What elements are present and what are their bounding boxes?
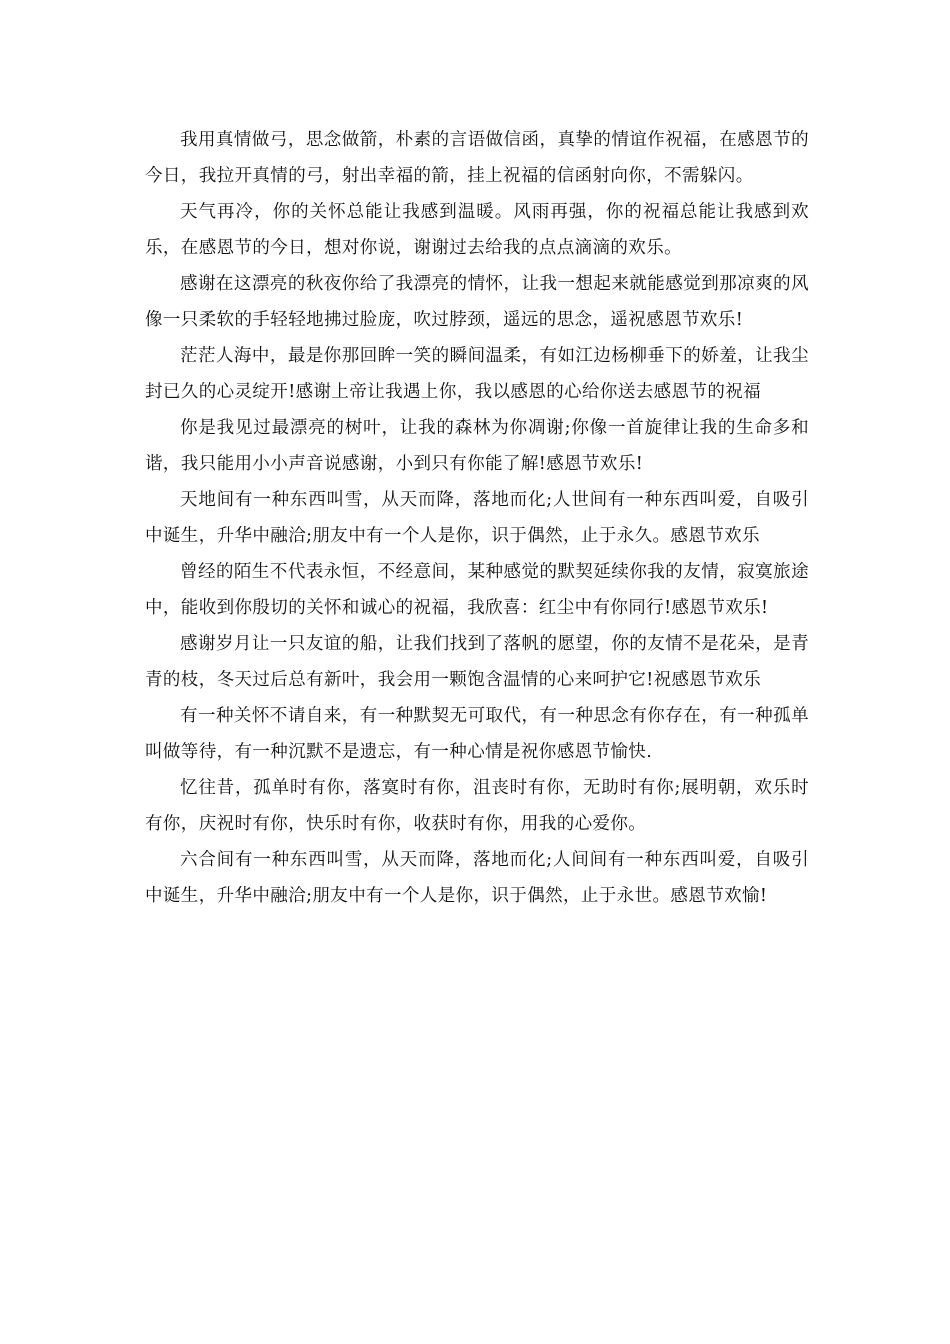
paragraph: 忆往昔，孤单时有你，落寞时有你，沮丧时有你，无助时有你;展明朝，欢乐时有你，庆祝时有你，快乐时有你，收获时有你，用我的心爱你。: [145, 778, 809, 834]
paragraph: 天气再冷，你的关怀总能让我感到温暖。风雨再强，你的祝福总能让我感到欢乐，在感恩节的今日，想对你说，谢谢过去给我的点点滴滴的欢乐。: [145, 202, 809, 258]
paragraph: 你是我见过最漂亮的树叶，让我的森林为你凋谢;你像一首旋律让我的生命多和谐，我只能用小小声音说感谢，小到只有你能了解!感恩节欢乐!: [145, 418, 809, 474]
paragraph: 我用真情做弓，思念做箭，朴素的言语做信函，真挚的情谊作祝福，在感恩节的今日，我拉开真情的弓，射出幸福的箭，挂上祝福的信函射向你，不需躲闪。: [145, 130, 809, 186]
paragraph: 天地间有一种东西叫雪，从天而降，落地而化;人世间有一种东西叫爱，自吸引中诞生，升华中融洽;朋友中有一个人是你，识于偶然，止于永久。感恩节欢乐: [145, 490, 809, 546]
document-body: [145, 122, 809, 914]
paragraph: 感谢在这漂亮的秋夜你给了我漂亮的情怀，让我一想起来就能感觉到那凉爽的风像一只柔软的手轻轻地拂过脸庞，吹过脖颈，遥远的思念，遥祝感恩节欢乐!: [145, 274, 809, 330]
paragraph: 曾经的陌生不代表永恒，不经意间，某种感觉的默契延续你我的友情，寂寞旅途中，能收到你殷切的关怀和诚心的祝福，我欣喜：红尘中有你同行!感恩节欢乐!: [145, 562, 809, 618]
paragraph: 茫茫人海中，最是你那回眸一笑的瞬间温柔，有如江边杨柳垂下的娇羞，让我尘封已久的心灵绽开!感谢上帝让我遇上你，我以感恩的心给你送去感恩节的祝福: [145, 346, 809, 402]
paragraph: 感谢岁月让一只友谊的船，让我们找到了落帆的愿望，你的友情不是花朵，是青青的枝，冬天过后总有新叶，我会用一颗饱含温情的心来呵护它!祝感恩节欢乐: [145, 634, 809, 690]
paragraph: 有一种关怀不请自来，有一种默契无可取代，有一种思念有你存在，有一种孤单叫做等待，有一种沉默不是遗忘，有一种心情是祝你感恩节愉快.: [145, 706, 809, 762]
paragraph: 六合间有一种东西叫雪，从天而降，落地而化;人间间有一种东西叫爱，自吸引中诞生，升华中融洽;朋友中有一个人是你，识于偶然，止于永世。感恩节欢愉!: [145, 850, 809, 906]
